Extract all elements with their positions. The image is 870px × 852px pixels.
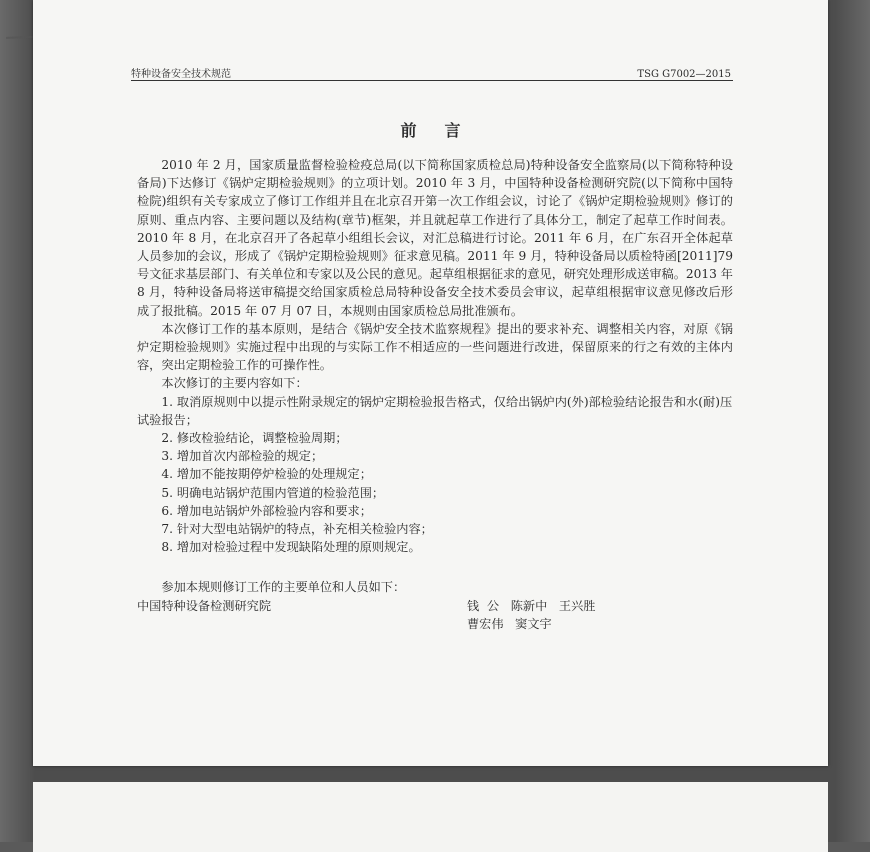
list-item: 8. 增加对检验过程中发现缺陷处理的原则规定。 xyxy=(161,540,421,555)
document-body xyxy=(137,156,733,633)
paragraph: 本次修订工作的基本原则，是结合《锅炉安全技术监察规程》提出的要求补充、调整相关内容，对原《锅炉定期检验规则》实施过程中出现的与实际工作不相适应的一些问题进行改进，保留原来的行之有效的主体内容，突出定期检验工作的可操作性。 xyxy=(137,321,733,373)
list-item: 3. 增加首次内部检验的规定； xyxy=(161,449,324,464)
people-line: 曹宏伟 窦文宇 xyxy=(467,616,552,631)
participants-intro: 参加本规则修订工作的主要单位和人员如下： xyxy=(161,580,406,595)
list-item: 4. 增加不能按期停炉检验的处理规定； xyxy=(161,467,372,482)
participants-row xyxy=(137,597,733,633)
list-item: 2. 修改检验结论，调整检验周期； xyxy=(161,431,348,446)
list-item: 6. 增加电站锅炉外部检验内容和要求； xyxy=(161,503,372,518)
paragraph: 2010 年 2 月，国家质量监督检验检疫总局(以下简称国家质检总局)特种设备安全监察局(以下简称特种设备局)下达修订《锅炉定期检验规则》的立项计划。2010 年 3 月，中国特种设备检测研究院(以下简称中国特检院)组织有关专家成立了修订工作组并且在北京召开第一次工作组会议，讨论了《锅炉定期检验规则》修订的原则、重点内容、主要问题以及结构(章节)框架，并且就起草工作进行了具体分工，制定了起草工作时间表。2010 年 8 月，在北京召开了各起草小组组长会议，对汇总稿进行讨论。2011 年 6 月，在广东召开全体起草人员参加的会议，形成了《锅炉定期检验规则》征求意见稿。2011 年 9 月，特种设备局以质检特函[2011]79 号文征求基层部门、有关单位和专家以及公民的意见。起草组根据征求的意见，研究处理形成送审稿。2013 年 8 月，特种设备局将送审稿提交给国家质检总局特种设备安全技术委员会审议，起草组根据审议意见修改后形成了报批稿。2015 年 07 月 07 日，本规则由国家质检总局批准颁布。 xyxy=(137,158,733,318)
document-page xyxy=(33,0,828,766)
paragraph: 本次修订的主要内容如下： xyxy=(161,376,308,391)
list-item: 1. 取消原规则中以提示性附录规定的锅炉定期检验报告格式，仅给出锅炉内(外)部检验结论报告和水(耐)压试验报告； xyxy=(137,394,733,427)
revision-list xyxy=(137,393,733,557)
people-line: 钱 公 陈新中 王兴胜 xyxy=(467,598,596,613)
organization-name: 中国特种设备检测研究院 xyxy=(137,598,272,613)
page-title: 前言 xyxy=(400,121,489,140)
list-item: 7. 针对大型电站锅炉的特点，补充相关检验内容； xyxy=(161,522,433,537)
header-rule xyxy=(131,80,733,81)
running-header xyxy=(131,62,731,80)
header-right: TSG G7002—2015 xyxy=(637,69,731,80)
people-list xyxy=(467,597,596,633)
header-left: 特种设备安全技术规范 xyxy=(131,69,231,80)
list-item: 5. 明确电站锅炉范围内管道的检验范围； xyxy=(161,485,385,500)
